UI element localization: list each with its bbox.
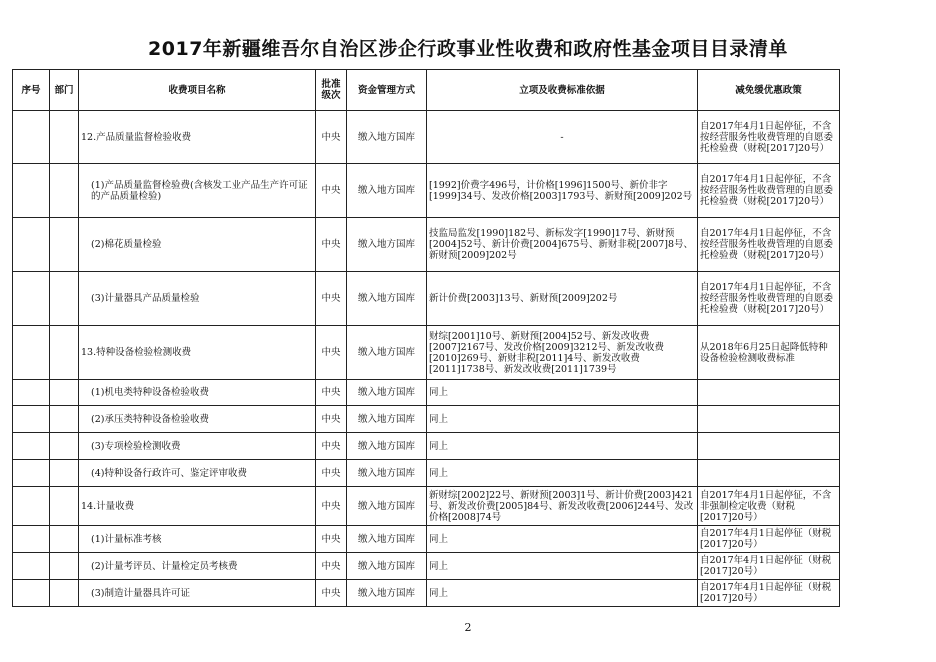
row-policy (698, 460, 840, 487)
table-row (13, 326, 840, 380)
row-fund: 缴入地方国库 (347, 553, 427, 580)
row-basis: 同上 (427, 380, 698, 406)
row-fund: 缴入地方国库 (347, 272, 427, 326)
row-basis: 同上 (427, 406, 698, 433)
header-level: 批准级次 (316, 70, 347, 111)
row-seq (13, 487, 50, 526)
row-fund: 缴入地方国库 (347, 526, 427, 553)
row-level: 中央 (316, 218, 347, 272)
table-row (13, 164, 840, 218)
row-level: 中央 (316, 111, 347, 164)
table-row (13, 526, 840, 553)
row-name: (1)计量标准考核 (79, 526, 316, 553)
row-dept (50, 272, 79, 326)
row-seq (13, 111, 50, 164)
table-row (13, 406, 840, 433)
row-basis: 财综[2001]10号、新财预[2004]52号、新发改收费[2007]2167号、发改价格[2009]3212号、新发改收费[2010]269号、新财非税[2011]4号、新发改收费[2011]1738号、新发改收费[2011]1739号 (427, 326, 698, 380)
row-basis: [1992]价费字496号，计价格[1996]1500号、新价非字[1999]34号、发改价格[2003]1793号、新财预[2009]202号 (427, 164, 698, 218)
row-policy (698, 433, 840, 460)
row-seq (13, 218, 50, 272)
row-name: (2)棉花质量检验 (79, 218, 316, 272)
table-row (13, 553, 840, 580)
table-row (13, 580, 840, 607)
row-basis: - (427, 111, 698, 164)
row-dept (50, 526, 79, 553)
row-basis: 同上 (427, 460, 698, 487)
table-row (13, 111, 840, 164)
row-name: (1)机电类特种设备检验收费 (79, 380, 316, 406)
row-level: 中央 (316, 326, 347, 380)
row-policy: 自2017年4月1日起停征，不含非强制检定收费（财税[2017]20号） (698, 487, 840, 526)
row-basis: 同上 (427, 433, 698, 460)
row-basis: 新财综[2002]22号、新财预[2003]1号、新计价费[2003]421号、新发改价费[2005]84号、新发改收费[2006]244号、发改价格[2008]74号 (427, 487, 698, 526)
row-level: 中央 (316, 580, 347, 607)
row-dept (50, 380, 79, 406)
row-seq (13, 326, 50, 380)
row-level: 中央 (316, 487, 347, 526)
row-seq (13, 380, 50, 406)
row-level: 中央 (316, 406, 347, 433)
fee-table (12, 69, 840, 607)
row-name: (3)制造计量器具许可证 (79, 580, 316, 607)
row-level: 中央 (316, 526, 347, 553)
row-dept (50, 218, 79, 272)
row-seq (13, 272, 50, 326)
row-fund: 缴入地方国库 (347, 406, 427, 433)
page-title: 2017年新疆维吾尔自治区涉企行政事业性收费和政府性基金项目目录清单 (148, 38, 788, 60)
row-name: (3)专项检验检测收费 (79, 433, 316, 460)
row-policy: 自2017年4月1日起停征（财税[2017]20号） (698, 580, 840, 607)
row-level: 中央 (316, 164, 347, 218)
row-basis: 同上 (427, 526, 698, 553)
table-row (13, 433, 840, 460)
header-row (13, 70, 840, 111)
row-fund: 缴入地方国库 (347, 380, 427, 406)
row-policy: 自2017年4月1日起停征（财税[2017]20号） (698, 526, 840, 553)
table-row (13, 218, 840, 272)
row-level: 中央 (316, 433, 347, 460)
row-basis: 新计价费[2003]13号、新财预[2009]202号 (427, 272, 698, 326)
row-basis: 同上 (427, 553, 698, 580)
row-name: (2)计量考评员、计量检定员考核费 (79, 553, 316, 580)
row-policy (698, 406, 840, 433)
row-basis: 同上 (427, 580, 698, 607)
row-level: 中央 (316, 460, 347, 487)
row-fund: 缴入地方国库 (347, 326, 427, 380)
table-row (13, 460, 840, 487)
row-policy: 自2017年4月1日起停征，不含按经营服务性收费管理的自愿委托检验费（财税[2017]20号） (698, 218, 840, 272)
row-name: (1)产品质量监督检验费(含核发工业产品生产许可证的产品质量检验) (79, 164, 316, 218)
row-fund: 缴入地方国库 (347, 460, 427, 487)
row-dept (50, 406, 79, 433)
row-level: 中央 (316, 272, 347, 326)
row-policy: 自2017年4月1日起停征，不含按经营服务性收费管理的自愿委托检验费（财税[2017]20号） (698, 272, 840, 326)
row-dept (50, 487, 79, 526)
table-row (13, 272, 840, 326)
row-name: 12.产品质量监督检验收费 (79, 111, 316, 164)
row-seq (13, 580, 50, 607)
row-seq (13, 553, 50, 580)
row-seq (13, 406, 50, 433)
page-number: 2 (464, 621, 472, 634)
row-name: 13.特种设备检验检测收费 (79, 326, 316, 380)
row-level: 中央 (316, 380, 347, 406)
row-fund: 缴入地方国库 (347, 487, 427, 526)
row-fund: 缴入地方国库 (347, 111, 427, 164)
row-dept (50, 111, 79, 164)
row-dept (50, 433, 79, 460)
row-basis: 技监局监发[1990]182号、新标发字[1990]17号、新财预[2004]52号、新计价费[2004]675号、新财非税[2007]8号、新财预[2009]202号 (427, 218, 698, 272)
row-fund: 缴入地方国库 (347, 580, 427, 607)
row-dept (50, 164, 79, 218)
row-seq (13, 526, 50, 553)
row-policy: 自2017年4月1日起停征，不含按经营服务性收费管理的自愿委托检验费（财税[2017]20号） (698, 164, 840, 218)
header-name: 收费项目名称 (79, 70, 316, 111)
header-fund: 资金管理方式 (347, 70, 427, 111)
header-seq: 序号 (13, 70, 50, 111)
row-dept (50, 553, 79, 580)
row-seq (13, 460, 50, 487)
header-policy: 减免缓优惠政策 (698, 70, 840, 111)
row-fund: 缴入地方国库 (347, 433, 427, 460)
row-name: 14.计量收费 (79, 487, 316, 526)
row-name: (2)承压类特种设备检验收费 (79, 406, 316, 433)
row-fund: 缴入地方国库 (347, 218, 427, 272)
row-fund: 缴入地方国库 (347, 164, 427, 218)
row-policy: 自2017年4月1日起停征，不含按经营服务性收费管理的自愿委托检验费（财税[2017]20号） (698, 111, 840, 164)
row-level: 中央 (316, 553, 347, 580)
table-row (13, 487, 840, 526)
header-dept: 部门 (50, 70, 79, 111)
row-policy: 从2018年6月25日起降低特种设备检验检测收费标准 (698, 326, 840, 380)
row-dept (50, 326, 79, 380)
row-seq (13, 433, 50, 460)
row-seq (13, 164, 50, 218)
row-dept (50, 460, 79, 487)
row-dept (50, 580, 79, 607)
row-policy (698, 380, 840, 406)
table-row (13, 380, 840, 406)
row-name: (4)特种设备行政许可、鉴定评审收费 (79, 460, 316, 487)
header-basis: 立项及收费标准依据 (427, 70, 698, 111)
row-name: (3)计量器具产品质量检验 (79, 272, 316, 326)
row-policy: 自2017年4月1日起停征（财税[2017]20号） (698, 553, 840, 580)
